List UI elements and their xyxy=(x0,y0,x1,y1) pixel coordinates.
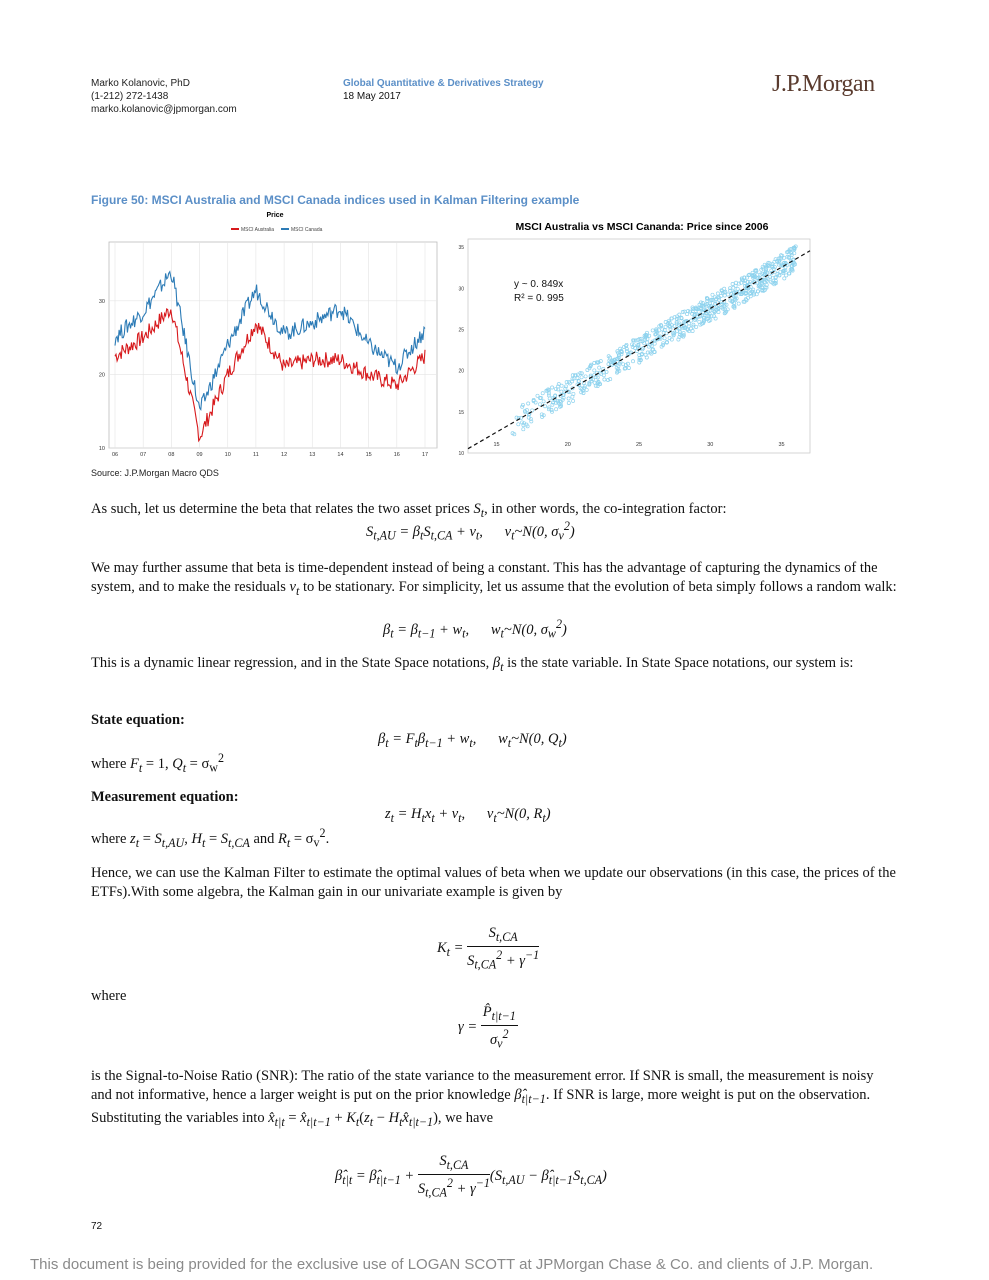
author-phone: (1-212) 272-1438 xyxy=(91,91,169,102)
footer-disclaimer: This document is being provided for the exclusive use of LOGAN SCOTT at JPMorgan Chase & Co. and clients of J.P. Morgan. xyxy=(30,1256,874,1273)
where-clause: where $F_t = 1$, $Q_t = \sigma_w^2$ xyxy=(91,751,225,775)
equation: $\beta_t = F_t\beta_{t-1} + w_t$, $w_t\sim N(0$, $Q_t$) xyxy=(378,731,567,750)
page-number: 72 xyxy=(91,1221,103,1232)
y-tick-label: 10 xyxy=(458,451,464,457)
x-tick-label: 12 xyxy=(281,452,288,458)
x-tick-label: 07 xyxy=(140,452,147,458)
paragraph: We may further assume that beta is time-dependent instead of being a constant. This has the advantage of capturing the dynamics of the system, and to make the residuals $v_t$ to be stationary. For simplicity, let us assume that the evolution of beta simply follows a random walk: xyxy=(91,560,897,598)
kalman-gain-equation: $K_t$ = $\frac{S_{t,CA}}{S_{t,CA}^2 + \gamma^{-1}}$ xyxy=(437,925,540,972)
figure-source: Source: J.P.Morgan Macro QDS xyxy=(91,468,219,478)
beta-update-equation: $\betâ_{t|t}$ = $\betâ_{t|t-1}$ + $\frac{S_{t,CA}}{S_{t,CA}^2 + \gamma^{-1}}$ ($S_{t,AU}$ − $\betâ_{t|t-1}S_{t,CA}$) xyxy=(335,1153,607,1200)
y-tick-label: 10 xyxy=(98,446,105,452)
strategy-block xyxy=(343,77,544,103)
paragraph: is the Signal-to-Noise Ratio (SNR): The ratio of the state variance to the measurement error. If SNR is small, the measurement is noisy and not informative, hence a larger weight is put on the prior knowledge $\betâ_{t|t-1}$. If SNR is large, more weight is put on the observation. Substituting the variables into $x̂_{t|t}$ = $x̂_{t|t-1} + K_t(z_t$ − $H_tx̂_{t|t-1}$), we have xyxy=(91,1068,874,1129)
chart-title: Price xyxy=(266,212,284,219)
snr-equation: γ = $\frac{P̂_{t|t-1}}{\sigma_v^2}$ xyxy=(458,1004,516,1051)
x-tick-label: 17 xyxy=(421,452,429,458)
regression-annotation: y ~ 0. 849x xyxy=(514,279,564,290)
measurement-equation-heading: Measurement equation: xyxy=(91,789,239,805)
x-tick-label: 16 xyxy=(393,452,400,458)
x-tick-label: 11 xyxy=(253,452,259,458)
plot-area xyxy=(109,242,437,448)
x-tick-label: 13 xyxy=(309,452,316,458)
paragraph: Hence, we can use the Kalman Filter to estimate the optimal values of beta when we update our observations (in this case, the prices of the ETFs).With some algebra, the Kalman gain in our univariate example is given by xyxy=(91,865,896,900)
author-block xyxy=(91,77,237,116)
x-tick-label: 08 xyxy=(168,452,175,458)
figure-title: Figure 50: MSCI Australia and MSCI Canada indices used in Kalman Filtering example xyxy=(91,193,580,207)
equation: $z_t = H_tx_t + v_t$, $v_t\sim N(0$, $R_t$) xyxy=(385,806,551,825)
y-axis-ticks xyxy=(458,245,464,457)
where-label: where xyxy=(91,988,127,1004)
x-tick-label: 35 xyxy=(778,442,785,448)
y-tick-label: 30 xyxy=(98,298,105,305)
x-tick-label: 20 xyxy=(564,442,571,448)
equation: $S_{t,AU} = \beta_tS_{t,CA} + v_t$, $v_t\sim N(0$, $\sigma_v^2$) xyxy=(366,519,575,543)
x-tick-label: 30 xyxy=(707,442,714,448)
y-tick-label: 35 xyxy=(458,245,464,252)
author-email: marko.kolanovic@jpmorgan.com xyxy=(91,104,237,115)
strategy-title: Global Quantitative & Derivatives Strategy xyxy=(343,78,544,89)
legend-label: MSCI Canada xyxy=(291,227,323,233)
equation: $\beta_t = \beta_{t-1} + w_t$, $w_t\sim N(0$, $\sigma_w^2$) xyxy=(383,617,567,641)
y-tick-label: 20 xyxy=(458,368,464,375)
state-equation-heading: State equation: xyxy=(91,712,185,728)
x-tick-label: 15 xyxy=(365,452,372,458)
jpmorgan-logo: J.P.Morgan xyxy=(772,71,875,97)
x-tick-label: 14 xyxy=(337,452,344,458)
y-tick-label: 30 xyxy=(458,286,464,293)
x-tick-label: 25 xyxy=(635,442,643,448)
y-tick-label: 20 xyxy=(98,372,105,379)
regression-annotation: R² = 0. 995 xyxy=(514,293,564,304)
chart-legend xyxy=(231,227,323,233)
where-clause: where $z_t = S_{t,AU}$, $H_t = S_{t,CA}$ and $R_t = \sigma_v^2$. xyxy=(91,826,330,850)
legend-label: MSCI Australia xyxy=(241,227,275,233)
scatter-chart xyxy=(454,215,814,457)
report-date: 18 May 2017 xyxy=(343,91,401,102)
author-name: Marko Kolanovic, PhD xyxy=(91,78,190,89)
y-tick-label: 15 xyxy=(458,409,464,416)
x-tick-label: 09 xyxy=(196,452,203,458)
x-tick-label: 06 xyxy=(111,452,119,458)
x-axis-ticks xyxy=(112,452,428,458)
y-tick-label: 25 xyxy=(458,327,464,334)
paragraph: This is a dynamic linear regression, and in the State Space notations, $\beta_t$ is the state variable. In State Space notations, our system is: xyxy=(91,655,854,674)
paragraph: As such, let us determine the beta that relates the two asset prices $S_t$, in other words, the co-integration factor: xyxy=(91,501,727,520)
price-line-chart xyxy=(91,208,441,460)
x-tick-label: 10 xyxy=(224,452,231,458)
y-axis-ticks xyxy=(99,299,105,452)
x-tick-label: 15 xyxy=(493,442,500,448)
chart-title: MSCI Australia vs MSCI Cananda: Price since 2006 xyxy=(515,221,769,233)
